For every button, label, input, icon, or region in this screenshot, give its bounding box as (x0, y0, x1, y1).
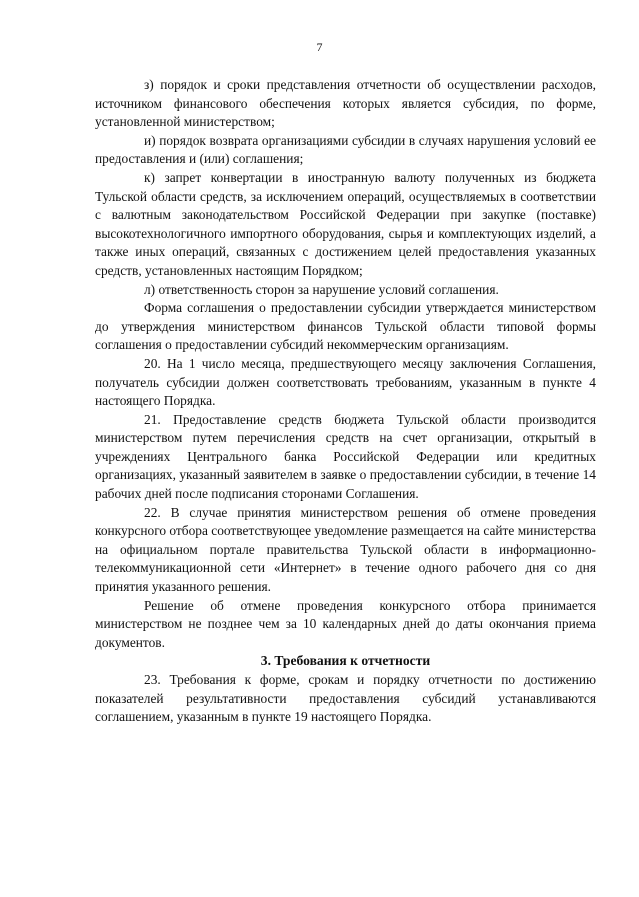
paragraph-cancellation: Решение об отмене проведения конкурсного отбора принимается министерством не позднее чем за 10 календарных дней до даты окончания приема документов. (95, 597, 596, 650)
section-heading: 3. Требования к отчетности (260, 653, 431, 669)
paragraph-21: 21. Предоставление средств бюджета Тульской области производится министерством путем перечисления средств на счет организации, открытый в учреждениях Центрального банка Российской Федерации или кредитных организациях, указанный заявителем в заявке о предоставлении субсидии, в течение 14 рабочих дней после подписания сторонами Соглашения. (95, 411, 596, 502)
paragraph-20: 20. На 1 число месяца, предшествующего месяцу заключения Соглашения, получатель субсидии должен соответствовать требованиям, указанным в пункте 4 настоящего Порядка. (95, 355, 596, 409)
paragraph-agreement-form: Форма соглашения о предоставлении субсидии утверждается министерством до утверждения министерством финансов Тульской области типовой формы соглашения о предоставлении субсидий некоммерческим организациям. (95, 300, 596, 353)
paragraph-z: з) порядок и сроки представления отчетности об осуществлении расходов, источником финансового обеспечения которых является субсидия, по форме, установленной министерством; (95, 77, 596, 130)
document-body (95, 76, 596, 727)
page-number: 7 (316, 40, 323, 54)
paragraph-23: 23. Требования к форме, срокам и порядку отчетности по достижению показателей результативности предоставления субсидий устанавливаются соглашением, указанным в пункте 19 настоящего Порядка. (95, 672, 596, 725)
paragraph-l: л) ответственность сторон за нарушение условий соглашения. (144, 281, 499, 297)
paragraph-22: 22. В случае принятия министерством решения об отмене проведения конкурсного отбора соответствующее уведомление размещается на сайте министерства на официальном портале правительства Тульской области в информационно-телекоммуникационной сети «Интернет» в течение одного рабочего дня со дня принятия указанного решения. (95, 504, 596, 595)
paragraph-i: и) порядок возврата организациями субсидии в случаях нарушения условий ее предоставления и (или) соглашения; (95, 132, 596, 167)
paragraph-k: к) запрет конвертации в иностранную валюту полученных из бюджета Тульской области средств, за исключением операций, осуществляемых в соответствии с валютным законодательством Российской Федерации при закупке (поставке) высокотехнологичного импортного оборудования, сырья и комплектующих изделий, а также иных операций, связанных с достижением целей предоставления указанных средств, установленных настоящим Порядком; (95, 169, 596, 278)
